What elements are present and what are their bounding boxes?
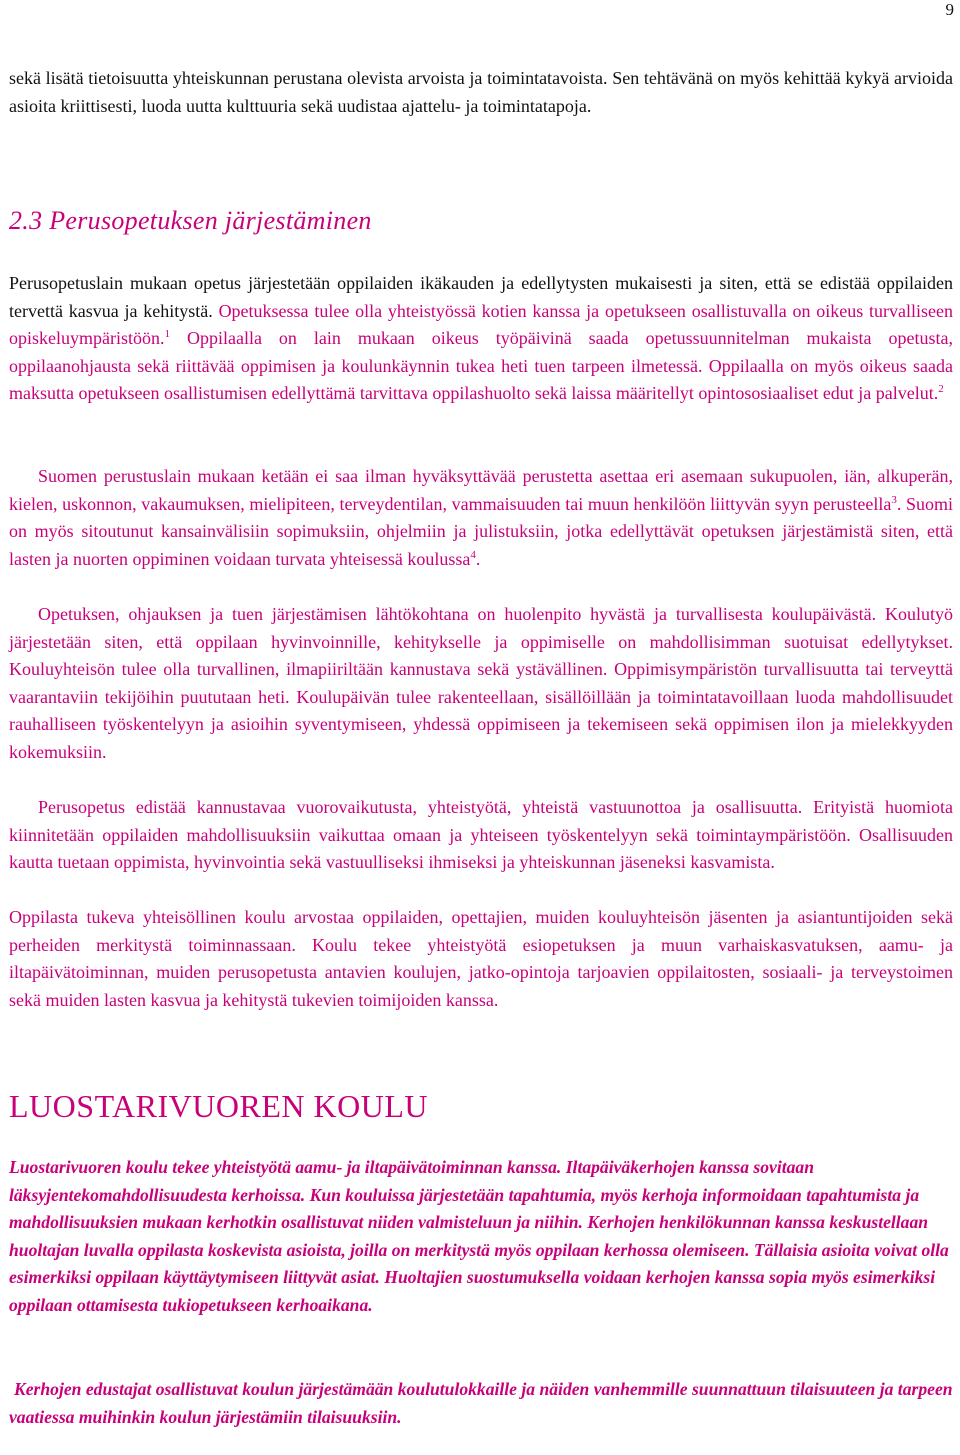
footnote-4: 4 [470, 548, 476, 561]
para1-part-b: Opetuksessa tulee olla yhteistyössä kotien kanssa ja opetukseen osallistuvalla on oikeus turvalliseen opiskeluympäristöön. [9, 300, 953, 349]
paragraph-vuorovaikutus: Perusopetus edistää kannustavaa vuorovaikutusta, yhteistyötä, yhteistä vastuunottoa ja osallisuutta. Erityistä huomiota kiinnitetään oppilaiden mahdollisuuksiin vaikuttaa omaan ja yhteiseen työskentelyyn sekä toimintaympäristöön. Osallisuuden kautta tuetaan oppimista, hyvinvointia sekä vastuulliseksi ihmiseksi ja yhteiskunnan jäseneksi kasvamista. [9, 797, 953, 873]
section-heading: 2.3 Perusopetuksen järjestäminen [9, 206, 372, 235]
footnote-2: 2 [938, 383, 944, 396]
page-number: 9 [945, 0, 954, 19]
para2-part-c: . [475, 548, 481, 569]
para2-part-a: Suomen perustuslain mukaan ketään ei saa ilman hyväksyttävää perustetta asettaa eri asemaan sukupuolen, iän, alkuperän, kielen, uskonnon, vakaumuksen, mielipiteen, terveydentilan, vammaisuuden tai muun henkilöön liittyvän syyn perusteella [9, 466, 953, 514]
footnote-3: 3 [891, 493, 897, 506]
para1-part-a: Perusopetuslain mukaan opetus järjestetään oppilaiden ikäkauden ja edellytysten mukaisesti ja siten, että se edistää oppilaiden tervettä kasvua ja kehitystä. [9, 273, 953, 321]
paragraph-huolenpito: Opetuksen, ohjauksen ja tuen järjestämisen lähtökohtana on huolenpito hyvästä ja turvallisesta koulupäivästä. Koulutyö järjestetään siten, että oppilaan hyvinvoinnille, kehitykselle ja oppimiselle on mahdollisimman suotuisat edellytykset. Kouluyhteisön tulee olla turvallinen, ilmapiiriltään kannustava sekä ystävällinen. Oppimisympäristön turvallisuutta tai terveyttä vaarantaviin tekijöihin puututaan heti. Koulupäivän tulee rakenteellaan, sisällöillään ja toimintatavoillaan luoda mahdollisuudet rauhalliseen työskentelyyn ja asioihin syventymiseen, yhdessä oppimiseen ja tekemiseen sekä oppimisen ilon ja mielekkyyden kokemuksiin. [9, 604, 953, 762]
school-paragraph-1: Luostarivuoren koulu tekee yhteistyötä aamu- ja iltapäivätoiminnan kanssa. Iltapäiväkerhojen kanssa sovitaan läksyjentekomahdollisuudesta kerhoissa. Kun kouluissa järjestetään tapahtumia, myös kerhoja informoidaan tapahtumista ja mahdollisuuksien mukaan kerhotkin osallistuvat niiden valmisteluun ja niihin. Kerhojen henkilökunnan kanssa keskustellaan huoltajan luvalla oppilasta koskevista asioista, joilla on merkitystä myös oppilaan kerhossa olemiseen. Tällaisia asioita voivat olla esimerkiksi oppilaan käyttäytymiseen liittyvät asiat. Huoltajien suostumuksella voidaan kerhojen kanssa sopia myös esimerkiksi oppilaan ottamisesta tukiopetukseen kerhoaikana. [9, 1157, 949, 1315]
paragraph-perustuslaki [9, 463, 953, 573]
school-heading: LUOSTARIVUOREN KOULU [9, 1088, 428, 1124]
intro-paragraph: sekä lisätä tietoisuutta yhteiskunnan perustana olevista arvoista ja toimintatavoista. Sen tehtävänä on myös kehittää kykyä arvioida asioita kriittisesti, luoda uutta kulttuuria sekä uudistaa ajattelu- ja toimintatapoja. [9, 68, 953, 116]
footnote-1: 1 [164, 328, 170, 341]
paragraph-yhteisollinen-koulu: Oppilasta tukeva yhteisöllinen koulu arvostaa oppilaiden, opettajien, muiden kouluyhteisön jäsenten ja asiantuntijoiden sekä perheiden merkitystä toiminnassaan. Koulu tekee yhteistyötä esiopetuksen ja muun varhaiskasvatuksen, aamu- ja iltapäivätoiminnan, muiden perusopetusta antavien koulujen, jatko-opintoja tarjoavien oppilaitosten, sosiaali- ja terveystoimen sekä muiden lasten kasvua ja kehitystä tukevien toimijoiden kanssa. [9, 907, 953, 1010]
school-paragraph-2: Kerhojen edustajat osallistuvat koulun järjestämään koulutulokkaille ja näiden vanhemmille suunnattuun tilaisuuteen ja tarpeen vaatiessa muihinkin koulun järjestämiin tilaisuuksiin. [9, 1379, 953, 1427]
para2-part-b: . Suomi on myös sitoutunut kansainvälisiin sopimuksiin, ohjelmiin ja julistuksiin, jotka edellyttävät opetuksen järjestämistä siten, että lasten ja nuorten oppiminen voidaan turvata yhteisessä koulussa [9, 493, 953, 569]
paragraph-opetuksen-jarjestaminen [9, 270, 953, 408]
para1-part-c: Oppilaalla on lain mukaan oikeus työpäivinä saada opetussuunnitelman mukaista opetusta, oppilaanohjausta sekä riittävää oppimisen ja koulunkäynnin tukea heti tuen tarpeen ilmetessä. Oppilaalla on myös oikeus saada maksutta opetukseen osallistumisen edellyttämä tarvittava oppilashuolto sekä laissa määritellyt opintososiaaliset edut ja palvelut. [9, 328, 953, 404]
